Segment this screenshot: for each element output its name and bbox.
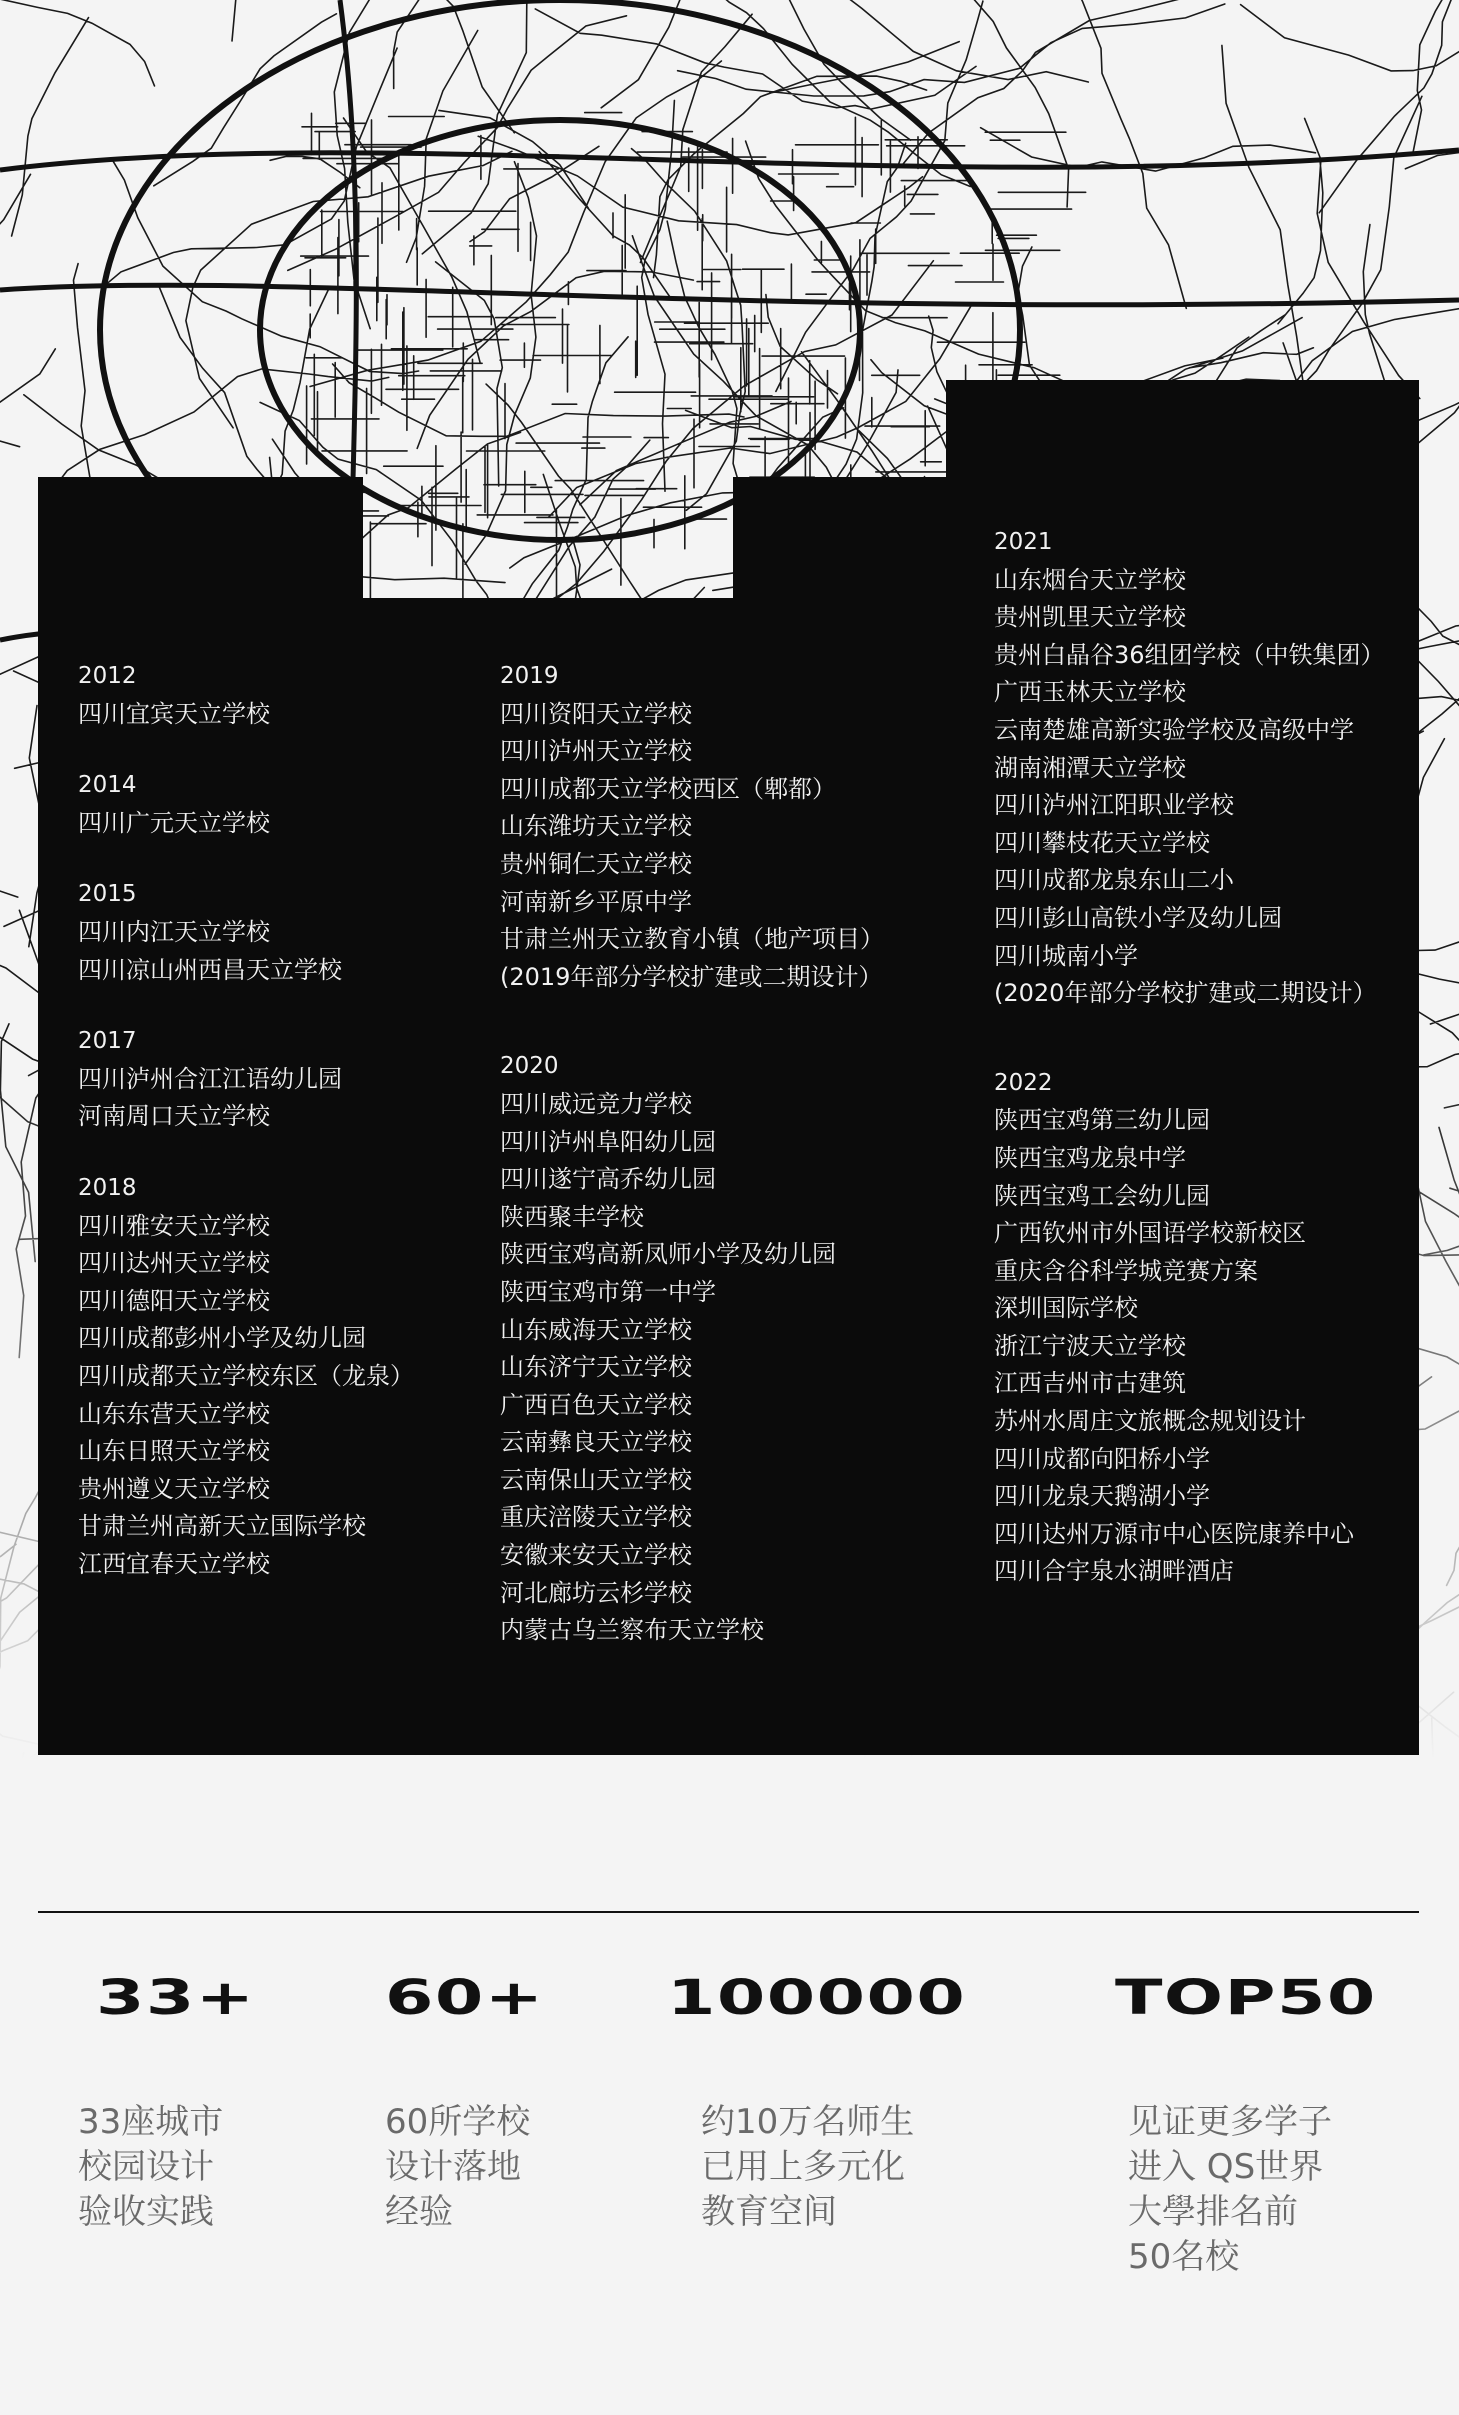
timeline-project: 贵州铜仁天立学校: [500, 849, 692, 878]
timeline-project: 浙江宁波天立学校: [994, 1331, 1186, 1360]
timeline-project: 四川凉山州西昌天立学校: [78, 955, 342, 984]
timeline-year: 2019: [500, 663, 559, 689]
timeline-project: 山东东营天立学校: [78, 1399, 270, 1428]
stat-ranking-description: 见证更多学子 进入 QS世界 大學排名前 50名校: [1128, 2102, 1332, 2277]
timeline-project: 重庆涪陵天立学校: [500, 1503, 692, 1532]
timeline-project: 四川成都龙泉东山二小: [994, 866, 1234, 895]
timeline-project: 四川雅安天立学校: [78, 1211, 270, 1240]
timeline-project: 四川成都向阳桥小学: [994, 1444, 1210, 1473]
timeline-project: 云南保山天立学校: [500, 1465, 692, 1494]
timeline-project: 深圳国际学校: [994, 1294, 1138, 1323]
timeline-project: 四川泸州合江江语幼儿园: [78, 1064, 342, 1093]
timeline-year: 2020: [500, 1053, 559, 1080]
timeline-project: 贵州凯里天立学校: [994, 603, 1186, 632]
timeline-project: 四川宜宾天立学校: [78, 699, 270, 728]
timeline-column-3: [994, 524, 1385, 1591]
timeline-project: 云南彝良天立学校: [500, 1428, 692, 1457]
timeline-project: 四川泸州阜阳幼儿园: [500, 1127, 716, 1156]
timeline-project: 四川达州天立学校: [78, 1249, 270, 1278]
timeline-project: 四川遂宁高乔幼儿园: [500, 1165, 716, 1194]
timeline-project: 甘肃兰州天立教育小镇（地产项目）: [500, 925, 884, 954]
stat-users-number: 100000: [667, 1970, 967, 2026]
timeline-project: 陕西宝鸡高新凤师小学及幼儿园: [500, 1240, 836, 1269]
timeline-project: 河北廊坊云杉学校: [500, 1578, 692, 1607]
timeline-project: 河南周口天立学校: [78, 1102, 270, 1131]
stat-cities-number: 33+: [96, 1970, 256, 2026]
timeline-project: 甘肃兰州高新天立国际学校: [78, 1512, 366, 1541]
stat-users-description: 约10万名师生 已用上多元化 教育空间: [701, 2102, 915, 2232]
timeline-project: 四川成都天立学校西区（郫都）: [500, 774, 836, 803]
timeline-project: 四川资阳天立学校: [500, 699, 692, 728]
timeline-project: 四川成都天立学校东区（龙泉）: [78, 1361, 414, 1390]
timeline-column-1: [78, 658, 414, 1583]
timeline-year: 2017: [78, 1028, 137, 1055]
timeline-project: 陕西宝鸡工会幼儿园: [994, 1181, 1210, 1210]
timeline-project: (2019年部分学校扩建或二期设计）: [500, 962, 883, 991]
timeline-project: 山东威海天立学校: [500, 1315, 692, 1344]
timeline-year: 2018: [78, 1174, 137, 1201]
timeline-project: 四川攀枝花天立学校: [994, 828, 1210, 857]
timeline-project: 四川威远竞力学校: [500, 1089, 692, 1118]
timeline-project: 陕西宝鸡市第一中学: [500, 1277, 716, 1306]
timeline-project: 陕西宝鸡龙泉中学: [994, 1143, 1186, 1172]
timeline-project: 四川龙泉天鹅湖小学: [994, 1482, 1210, 1511]
timeline-project: 四川彭山高铁小学及幼儿园: [994, 903, 1282, 932]
timeline-project: 四川达州万源市中心医院康养中心: [994, 1519, 1354, 1548]
timeline-project: 四川泸州江阳职业学校: [994, 791, 1234, 820]
timeline-project: 四川成都彭州小学及幼儿园: [78, 1324, 366, 1353]
timeline-project: 贵州白晶谷36组团学校（中铁集团）: [994, 640, 1385, 669]
timeline-project: 陕西宝鸡第三幼儿园: [994, 1106, 1210, 1135]
timeline-project: 河南新乡平原中学: [500, 887, 692, 916]
timeline-project: 安徽来安天立学校: [500, 1541, 692, 1570]
timeline-project: 广西玉林天立学校: [994, 678, 1186, 707]
timeline-project: 贵州遵义天立学校: [78, 1474, 270, 1503]
stat-schools-description: 60所学校 设计落地 经验: [385, 2102, 531, 2232]
timeline-project: 广西钦州市外国语学校新校区: [994, 1219, 1306, 1248]
timeline-project: 内蒙古乌兰察布天立学校: [500, 1616, 764, 1645]
timeline-project: 四川泸州天立学校: [500, 737, 692, 766]
timeline-project: 四川城南小学: [994, 941, 1138, 970]
timeline-project: 山东潍坊天立学校: [500, 812, 692, 841]
timeline-project: 四川德阳天立学校: [78, 1286, 270, 1315]
divider: [38, 1911, 1419, 1913]
timeline-year: 2015: [78, 881, 137, 908]
timeline-project: 山东济宁天立学校: [500, 1353, 692, 1382]
stat-ranking-number: TOP50: [1115, 1970, 1377, 2026]
timeline-project: 苏州水周庄文旅概念规划设计: [994, 1407, 1306, 1436]
timeline-year: 2022: [994, 1069, 1053, 1096]
timeline-project: 湖南湘潭天立学校: [994, 753, 1186, 782]
timeline-project: 四川内江天立学校: [78, 917, 270, 946]
timeline-project: 云南楚雄高新实验学校及高级中学: [994, 715, 1354, 744]
timeline-project: 重庆含谷科学城竞赛方案: [994, 1256, 1258, 1285]
timeline-year: 2012: [78, 663, 137, 689]
timeline-project: (2020年部分学校扩建或二期设计）: [994, 979, 1377, 1008]
timeline-year: 2021: [994, 529, 1053, 555]
timeline-project: 江西吉州市古建筑: [994, 1369, 1186, 1398]
timeline-project: 四川广元天立学校: [78, 808, 270, 837]
timeline-project: 江西宜春天立学校: [78, 1549, 270, 1578]
stat-cities-description: 33座城市 校园设计 验收实践: [78, 2102, 224, 2232]
timeline-project: 陕西聚丰学校: [500, 1202, 644, 1231]
timeline-project: 广西百色天立学校: [500, 1390, 692, 1419]
timeline-project: 四川合宇泉水湖畔酒店: [994, 1557, 1234, 1586]
timeline-column-2: [500, 658, 884, 1650]
timeline-year: 2014: [78, 772, 137, 799]
stat-schools-number: 60+: [385, 1970, 545, 2026]
timeline-project: 山东烟台天立学校: [994, 565, 1186, 594]
timeline-project: 山东日照天立学校: [78, 1437, 270, 1466]
